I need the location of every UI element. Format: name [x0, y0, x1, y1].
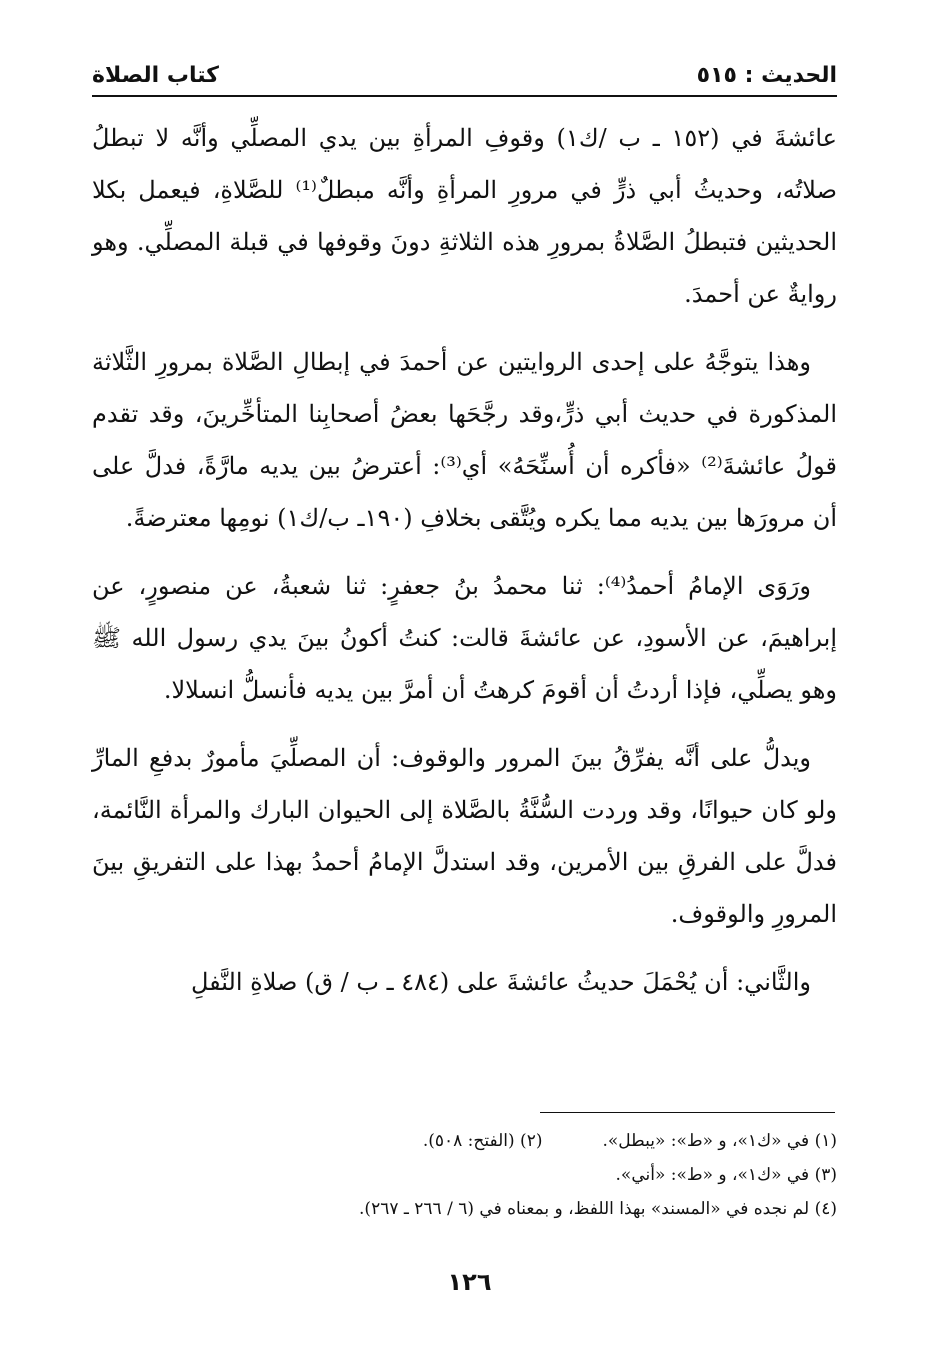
footnote-4: (٤) لم نجده في «المسند» بهذا اللفظ، و بمعناه في (٦ / ٢٦٦ ـ ٢٦٧). — [359, 1199, 837, 1219]
header-divider — [92, 95, 837, 97]
main-text — [92, 112, 837, 1008]
paragraph-5: والثَّاني: أن يُحْمَلَ حديثُ عائشةَ على (٤٨٤ ـ ب / ق) صلاةِ النَّفلِ — [190, 968, 811, 996]
footnote-row-2 — [92, 1158, 837, 1192]
footnote-divider — [540, 1112, 835, 1113]
running-header — [92, 58, 837, 92]
footnote-row-1 — [92, 1124, 837, 1158]
footnotes — [92, 1124, 837, 1226]
paragraph-2: وهذا يتوجَّهُ على إحدى الروايتين عن أحمدَ في إبطالِ الصَّلاة بمرورِ الثَّلاثة المذكورة في حديث أبي ذرٍّ،وقد رجَّحَها بعضُ أصحابِنا المتأخِّرينَ، وقد تقدم قولُ عائشةَ⁽²⁾ «فأكره أن أُسنِّحَهُ» أي⁽³⁾: أعترضُ بين يديه مارَّةً، فدلَّ على أن مرورَها بين يديه مما يكره ويُتَّقى بخلافِ (١٩٠ـ ب/ك١) نومِها معترضةً. — [92, 348, 837, 532]
page-number: ١٢٦ — [447, 1268, 492, 1296]
footnote-row-3 — [92, 1192, 837, 1226]
header-book-title: كتاب الصلاة — [92, 62, 219, 88]
paragraph-1: عائشةَ في (١٥٢ ـ ب /ك١) وقوفِ المرأةِ بين يدي المصلِّي وأنَّه لا تبطلُ صلاتُه، وحديثُ أبي ذرٍّ في مرورِ المرأةِ وأنَّه مبطلٌ⁽¹⁾ للصَّلاةِ، فيعمل بكلا الحديثين فتبطلُ الصَّلاةُ بمرورِ هذه الثلاثةِ دونَ وقوفها في قبلة المصلِّي. وهو روايةٌ عن أحمدَ. — [92, 124, 837, 308]
footnote-1: (١) في «ك١»، و «ط»: «يبطل». — [602, 1131, 837, 1151]
header-hadith-number: الحديث : ٥١٥ — [696, 62, 837, 88]
paragraph-4: ويدلُّ على أنَّه يفرِّقُ بينَ المرور والوقوف: أن المصلِّيَ مأمورٌ بدفعِ المارِّ ولو كان حيوانًا، وقد وردت السُّنَّةُ بالصَّلاة إلى الحيوان البارك والمرأة النَّائمة، فدلَّ على الفرقِ بين الأمرين، وقد استدلَّ الإمامُ أحمدُ بهذا على التفريقِ بينَ المرورِ والوقوف. — [92, 744, 837, 928]
footnote-3: (٣) في «ك١»، و «ط»: «أني». — [615, 1165, 837, 1185]
footnote-2: (٢) (الفتح: ٥٠٨). — [422, 1131, 543, 1151]
paragraph-3: ورَوَى الإمامُ أحمدُ⁽⁴⁾: ثنا محمدُ بنُ جعفرٍ: ثنا شعبةُ، عن منصورٍ، عن إبراهيمَ، عن الأسودِ، عن عائشةَ قالت: كنتُ أكونُ بينَ يدي رسول الله ﷺ وهو يصلِّي، فإذا أردتُ أن أقومَ كرهتُ أن أمرَّ بين يديه فأنسلُّ انسلالا. — [92, 572, 837, 704]
